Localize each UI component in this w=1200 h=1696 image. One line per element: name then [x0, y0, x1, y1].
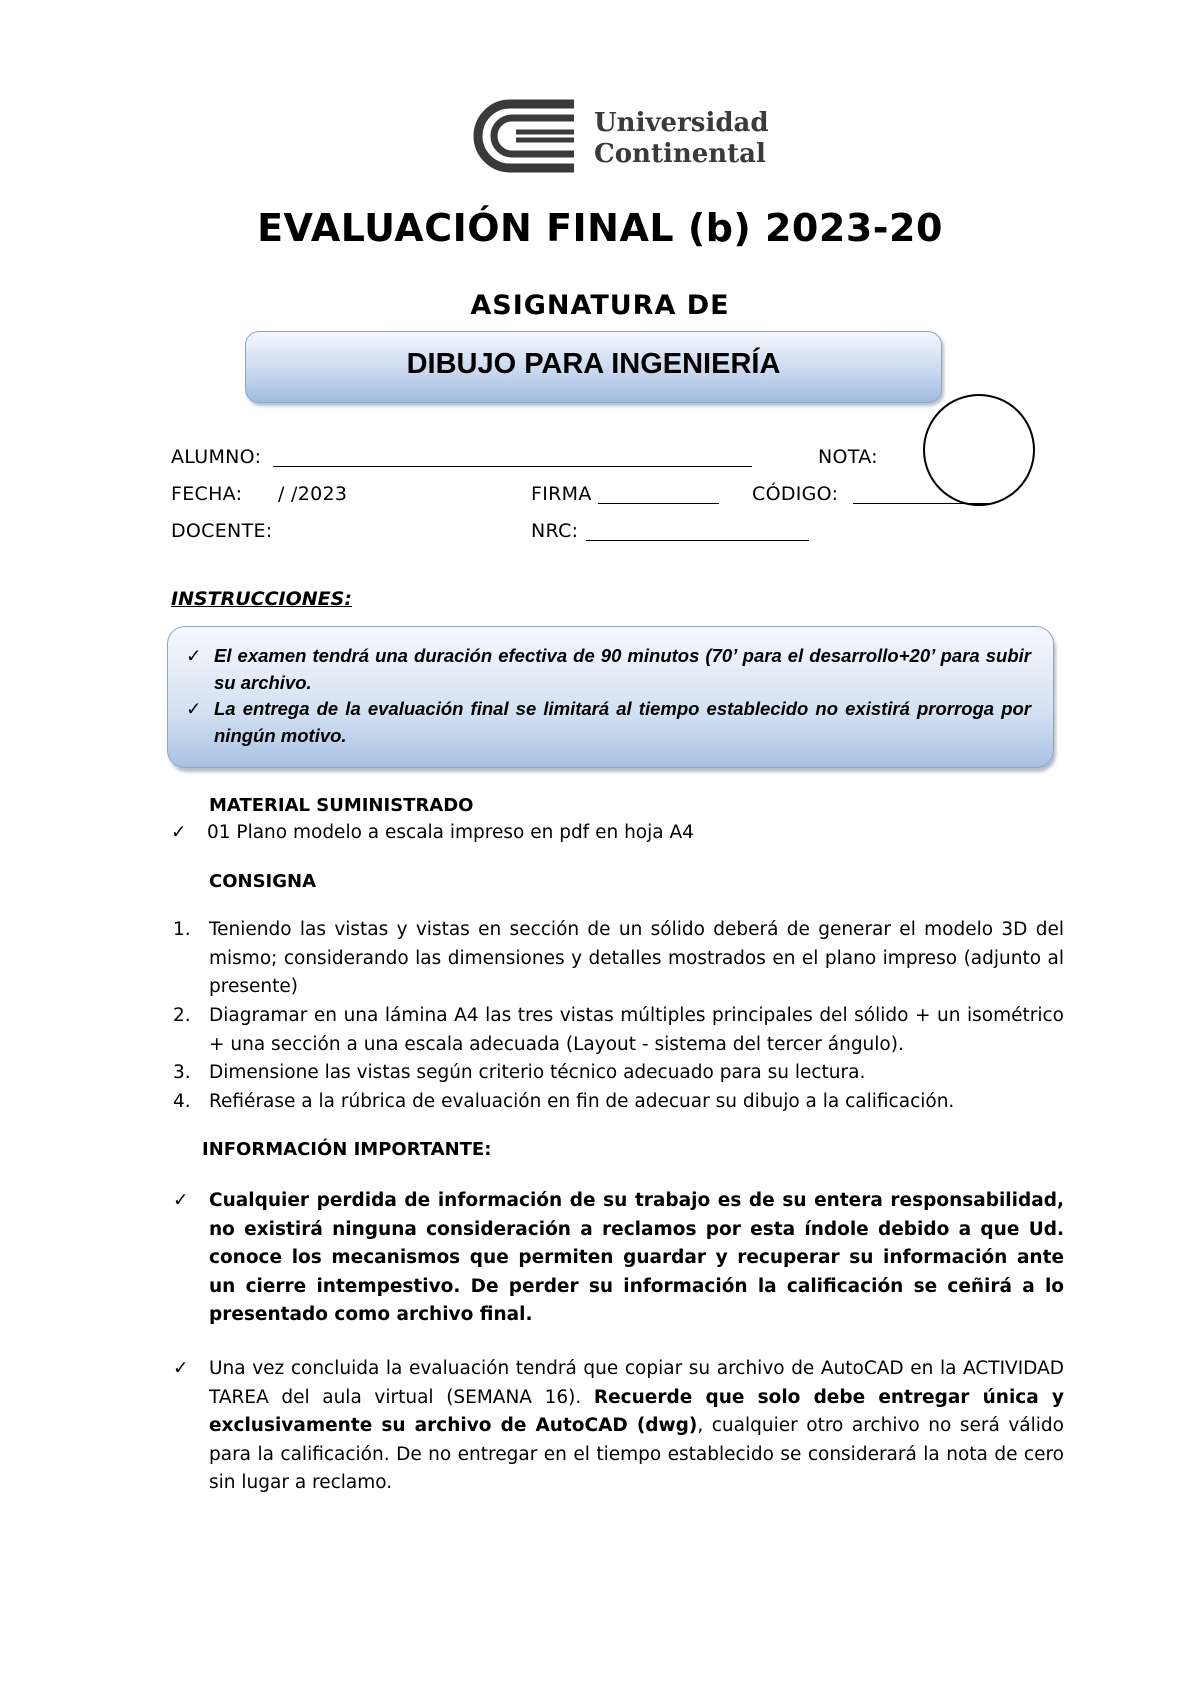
- instruction-item: ✓ El examen tendrá una duración efectiva de 90 minutos (70’ para el desarrollo+20’ para subir su archivo.: [214, 642, 1031, 696]
- instructions-heading: INSTRUCCIONES:: [171, 588, 352, 610]
- docente-label: DOCENTE:: [171, 520, 273, 542]
- important-item-2: ✓ Una vez concluida la evaluación tendrá que copiar su archivo de AutoCAD en la ACTIVIDAD TAREA del aula virtual (SEMANA 16). Recuerde que solo debe entregar única y exclusivamente su archivo de AutoCAD (dwg), cualquier otro archivo no será válido para la calificación. De no entregar en el tiempo establecido se considerará la nota de cero sin lugar a reclamo.: [209, 1355, 1064, 1498]
- page-subtitle: ASIGNATURA DE: [470, 290, 730, 321]
- grade-circle: [923, 394, 1035, 506]
- instructions-box: [167, 626, 1054, 768]
- check-icon: ✓: [173, 1190, 189, 1211]
- important-item-1: ✓ Cualquier perdida de información de su trabajo es de su entera responsabilidad, no existirá ninguna consideración a reclamos por esta índole debido a que Ud. conoce los mecanismos que permiten guardar y recuperar su información ante un cierre intempestivo. De perder su información la calificación se ceñirá a lo presentado como archivo final.: [209, 1187, 1064, 1330]
- consigna-num: 1.: [173, 919, 191, 940]
- instruction-item: ✓ La entrega de la evaluación final se limitará al tiempo establecido no existirá prorroga por ningún motivo.: [214, 695, 1031, 749]
- consigna-heading: CONSIGNA: [209, 871, 317, 892]
- course-banner: [245, 331, 942, 403]
- important-heading: INFORMACIÓN IMPORTANTE:: [202, 1139, 492, 1160]
- material-heading: MATERIAL SUMINISTRADO: [209, 795, 474, 816]
- consigna-item: 2. Diagramar en una lámina A4 las tres vistas múltiples principales del sólido + un isométrico + una sección a una escala adecuada (Layout - sistema del tercer ángulo).: [209, 1002, 1064, 1059]
- check-icon: ✓: [171, 822, 187, 843]
- fecha-value: / /2023: [278, 483, 348, 505]
- logo-text: [594, 108, 769, 170]
- check-icon: ✓: [186, 698, 202, 719]
- consigna-item: 3. Dimensione las vistas según criterio técnico adecuado para su lectura.: [209, 1059, 1064, 1088]
- logo-line-1: Universidad: [594, 108, 769, 138]
- consigna-num: 3.: [173, 1062, 191, 1083]
- university-logo: [470, 96, 769, 176]
- nrc-line[interactable]: [586, 540, 809, 541]
- logo-line-2: Continental: [594, 139, 766, 169]
- alumno-line[interactable]: [273, 466, 752, 467]
- nrc-label: NRC:: [531, 520, 579, 542]
- check-icon: ✓: [186, 645, 202, 666]
- firma-label: FIRMA: [531, 483, 592, 505]
- consigna-item: 4. Refiérase a la rúbrica de evaluación en fin de adecuar su dibujo a la calificación.: [209, 1088, 1064, 1117]
- check-icon: ✓: [173, 1358, 189, 1379]
- nota-label: NOTA:: [818, 446, 878, 468]
- logo-emblem-icon: [470, 96, 582, 176]
- consigna-num: 4.: [173, 1091, 191, 1112]
- firma-line[interactable]: [598, 503, 719, 504]
- course-name: DIBUJO PARA INGENIERÍA: [406, 348, 781, 380]
- page-title: EVALUACIÓN FINAL (b) 2023-20: [257, 206, 943, 250]
- codigo-line[interactable]: [853, 503, 991, 504]
- material-item: ✓ 01 Plano modelo a escala impreso en pdf en hoja A4: [207, 819, 1057, 848]
- codigo-label: CÓDIGO:: [752, 483, 839, 505]
- alumno-label: ALUMNO:: [171, 446, 262, 468]
- consigna-num: 2.: [173, 1005, 191, 1026]
- consigna-item: 1. Teniendo las vistas y vistas en sección de un sólido deberá de generar el modelo 3D del mismo; considerando las dimensiones y detalles mostrados en el plano impreso (adjunto al presente): [209, 916, 1064, 1002]
- important-emphasis: Recuerde que solo debe entregar única y exclusivamente su archivo de AutoCAD (dwg): [209, 1386, 1064, 1436]
- fecha-label: FECHA:: [171, 483, 243, 505]
